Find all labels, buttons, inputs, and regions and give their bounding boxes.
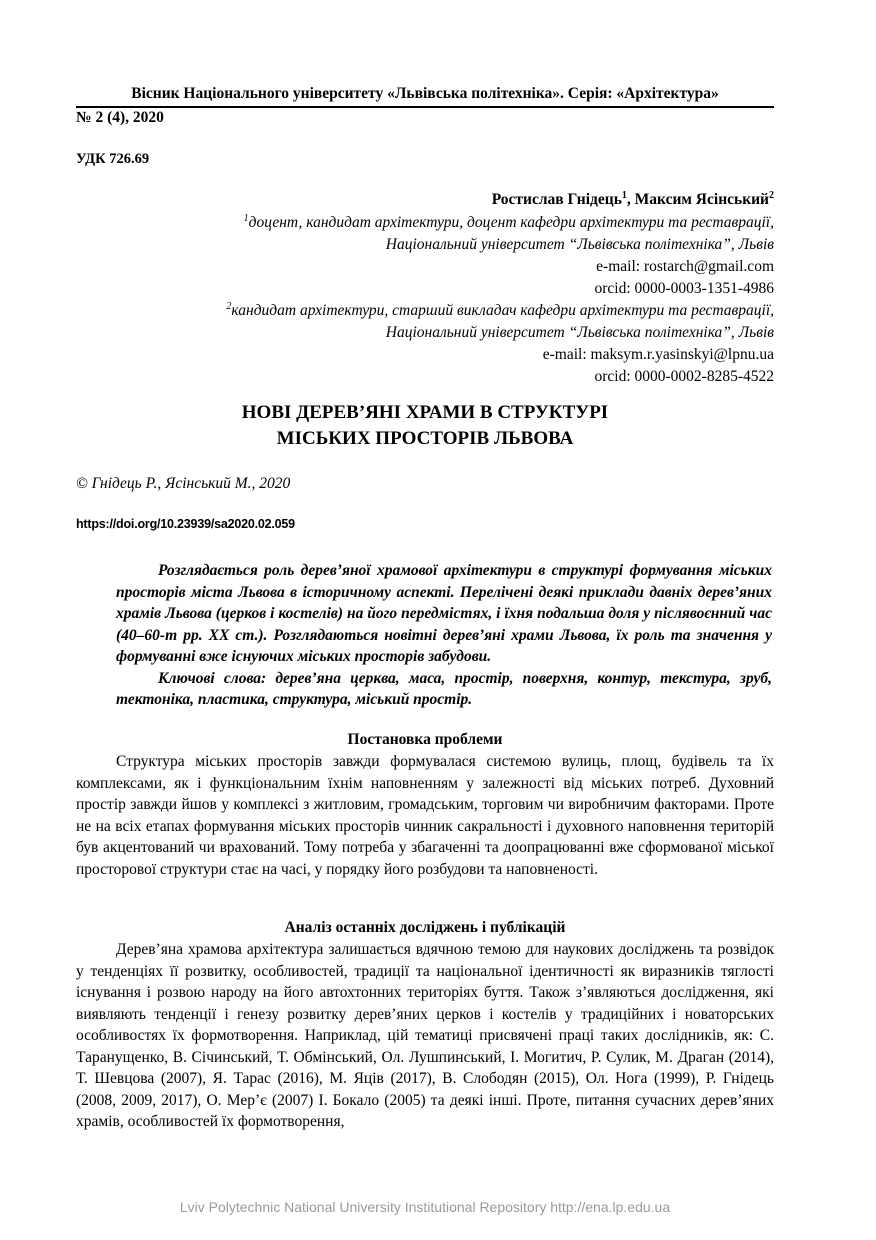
author-names <box>84 188 774 212</box>
journal-title: Вісник Національного університету «Львівська політехніка». Серія: «Архітектура» <box>131 85 719 102</box>
repository-footer: Lviv Polytechnic National University Institutional Repository http://ena.lp.edu.ua <box>179 1199 671 1215</box>
author2-orcid: orcid: 0000-0002-8285-4522 <box>594 368 774 385</box>
udk-code: УДК 726.69 <box>76 151 150 167</box>
section-paragraph: Дерев’яна храмова архітектура залишається вдячною темою для наукових досліджень та розвідок у тенденціях її розвитку, особливостей, традиції та національної ідентичності як виразників тяглості існування і розвою народу на його автохтонних територіях буття. Також з’являються дослідження, які виявляють тенденції і генезу розвитку дерев’яних церков і костелів у традиційних і новаторських особливостях їх формотворення. Наприклад, цій тематиці присвячені праці таких дослідників, як: С. Таранущенко, В. Січинський, Т. Обмінський, Ол. Лушпинський, І. Могитич, Р. Сулик, М. Драган (2014), Т. Шевцова (2007), Я. Тарас (2016), М. Яців (2017), В. Слободян (2015), Ол. Нога (1999), Р. Гнідець (2008, 2009, 2017), О. Мер’є (2007) І. Бокало (2005) та деякі інші. Проте, питання сучасних дерев’яних храмів, особливостей їх формотворення, <box>76 941 774 1130</box>
author1-position <box>84 212 774 234</box>
header-rule <box>76 106 774 108</box>
author1-orcid: orcid: 0000-0003-1351-4986 <box>594 280 774 297</box>
author2-university: Національний університет “Львівська політехніка”, Львів <box>385 324 774 341</box>
doi-link[interactable]: https://doi.org/10.23939/sa2020.02.059 <box>76 517 295 531</box>
author-separator: , <box>626 191 635 208</box>
section-paragraph: Структура міських просторів завжди формувалася системою вулиць, площ, будівель та їх комплексами, як і функціональним їхнім наповненням у залежності від міських потреб. Духовний простір завжди йшов у комплексі з житловим, громадським, торговим чи виробничим факторами. Проте не на всіх етапах формування міських просторів чинник сакральності і духовного наповнення територій був акцентований чи врахований. Тому потреба у збагаченні та доопрацюванні вже сформованої міської просторової структури стає на часі, у порядку його розбудови та наповненості. <box>76 753 774 878</box>
author-name-2: Максим Ясінський <box>634 191 769 208</box>
abstract <box>116 560 772 711</box>
author1-position-text: доцент, кандидат архітектури, доцент кафедри архітектури та реставрації, <box>248 214 774 231</box>
author2-position-text: кандидат архітектури, старший викладач кафедри архітектури та реставрації, <box>231 302 774 319</box>
section-heading-analysis: Аналіз останніх досліджень і публікацій <box>284 919 566 936</box>
abstract-text: Розглядається роль дерев’яної храмової архітектури в структурі формування міських просторів міста Львова в історичному аспекті. Перелічені деякі приклади давніх дерев’яних храмів Львова (церков і костелів) на його передмістях, і їхня подальша доля у післявоєнний час (40–60-т рр. ХХ ст.). Розглядаються новітні дерев’яні храми Львова, їх роль та значення у формуванні вже існуючих міських просторів забудови. <box>116 562 772 665</box>
author1-university: Національний університет “Львівська політехніка”, Львів <box>385 236 774 253</box>
section-body-analysis <box>76 939 774 1133</box>
keywords: Ключові слова: дерев’яна церква, маса, простір, поверхня, контур, текстура, зруб, тектоніка, пластика, структура, міський простір. <box>116 669 772 708</box>
author2-sup: 2 <box>226 300 232 312</box>
author1-email: e-mail: rostarch@gmail.com <box>596 258 774 275</box>
authors-block <box>84 188 774 388</box>
section-body-problem <box>76 751 774 880</box>
issue-number: № 2 (4), 2020 <box>76 109 164 126</box>
section-heading-problem: Постановка проблеми <box>347 731 503 748</box>
article-title <box>76 400 774 452</box>
author2-email: e-mail: maksym.r.yasinskyi@lpnu.ua <box>542 346 774 363</box>
copyright-notice: © Гнідець Р., Ясінський М., 2020 <box>76 475 291 492</box>
author-sup-2: 2 <box>769 189 774 201</box>
article-title-line-1: НОВІ ДЕРЕВ’ЯНІ ХРАМИ В СТРУКТУРІ <box>241 402 609 423</box>
author-sup-1: 1 <box>621 189 627 201</box>
author-name-1: Ростислав Гнідець <box>491 191 622 208</box>
author1-sup: 1 <box>243 212 249 224</box>
author2-position <box>84 300 774 322</box>
article-title-line-2: МІСЬКИХ ПРОСТОРІВ ЛЬВОВА <box>276 428 574 449</box>
